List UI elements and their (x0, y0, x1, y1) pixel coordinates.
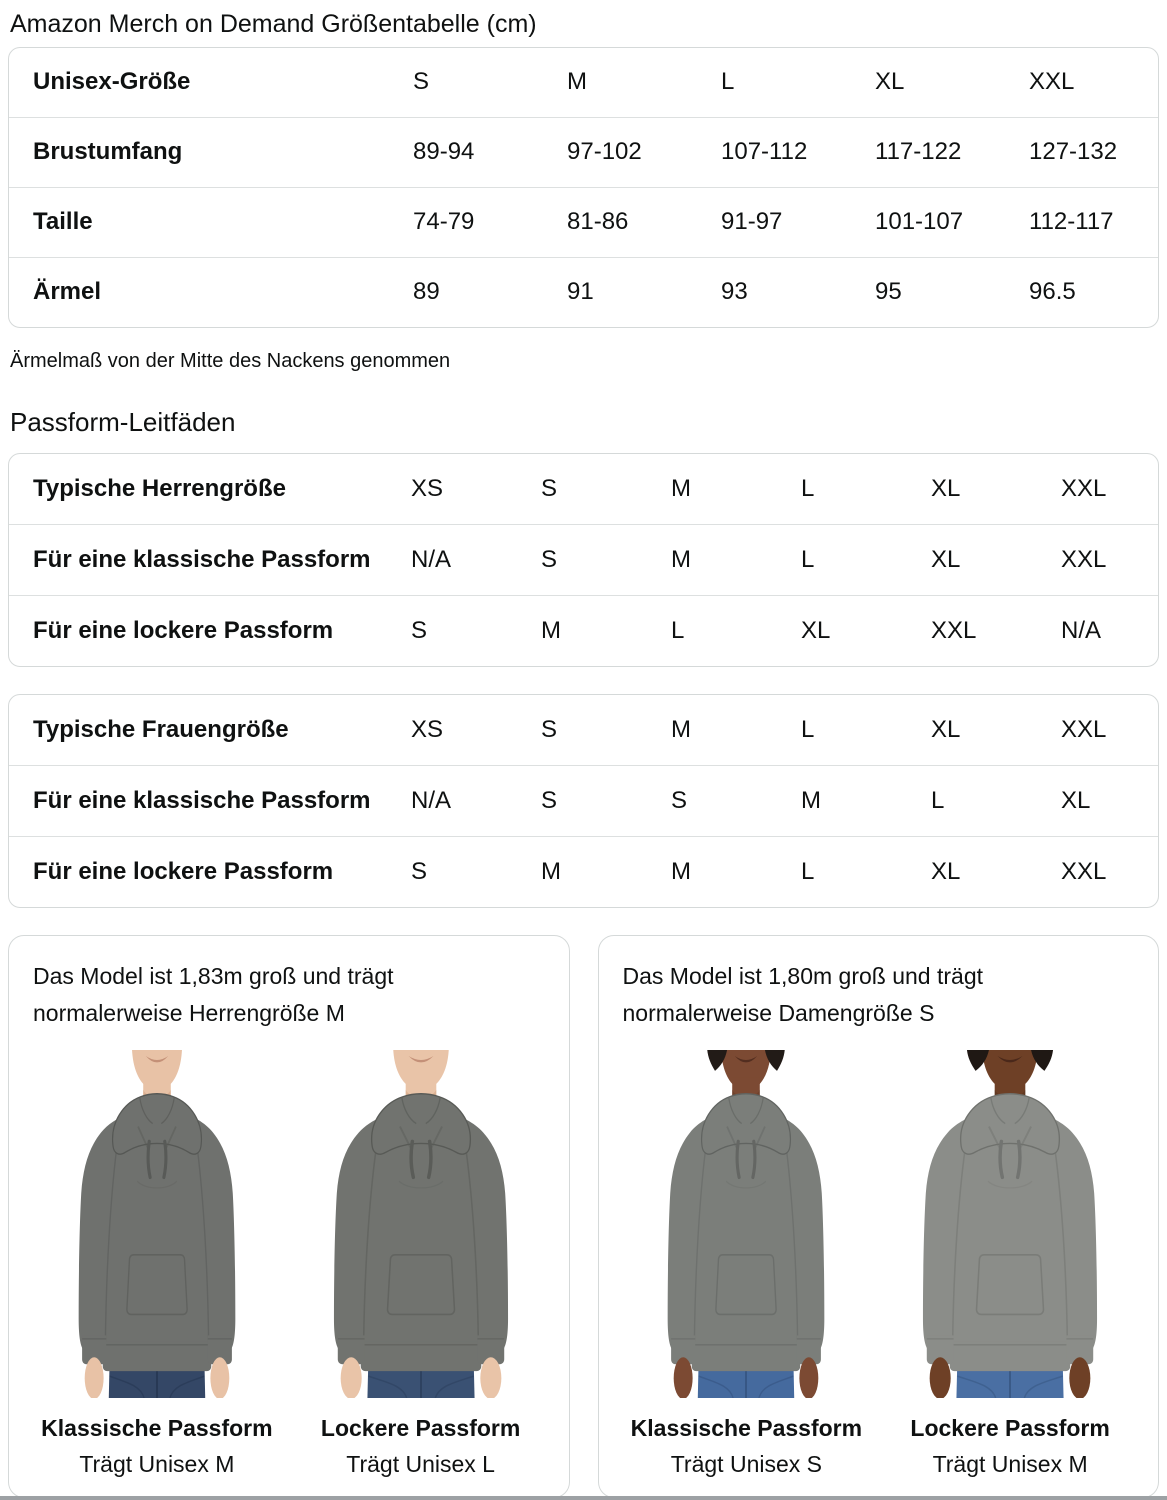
size-cell: 95 (875, 278, 902, 305)
wears-size-label: Trägt Unisex S (670, 1450, 822, 1477)
table-row (9, 117, 1158, 187)
size-cell: XL (931, 475, 961, 503)
model-cards (8, 935, 1159, 1498)
model-card-heading: Das Model ist 1,80m groß und trägt normalerweise Damengröße S (622, 963, 983, 1027)
fit-name-label: Klassische Passform (41, 1414, 273, 1441)
size-cell: L (801, 716, 815, 744)
row-label: Brustumfang (33, 138, 183, 165)
size-cell: 97-102 (567, 138, 642, 165)
figures-row (615, 1050, 1143, 1479)
row-label: Für eine klassische Passform (33, 787, 371, 815)
womens-model-card (598, 935, 1160, 1498)
size-cell: 81-86 (567, 208, 629, 235)
figure-classic-fit (25, 1050, 289, 1479)
row-label: Taille (33, 208, 93, 235)
size-cell: N/A (411, 546, 452, 574)
row-label: Unisex-Größe (33, 68, 191, 95)
hoodie-model-photo (58, 1050, 256, 1398)
size-cell: 93 (721, 278, 748, 305)
size-cell: S (413, 68, 430, 95)
row-label: Für eine lockere Passform (33, 858, 334, 886)
mens-fit-table (8, 453, 1159, 667)
size-cell: S (541, 716, 558, 744)
size-cell: XXL (1061, 546, 1107, 574)
size-cell: 101-107 (875, 208, 964, 235)
size-cell: S (411, 617, 428, 645)
table-row (9, 187, 1158, 257)
size-cell: XXL (1061, 475, 1107, 503)
size-cell: 127-132 (1029, 138, 1118, 165)
figure-classic-fit (615, 1050, 879, 1479)
fit-name-label: Lockere Passform (320, 1414, 521, 1441)
size-cell: M (671, 546, 691, 574)
size-cell: M (541, 858, 561, 886)
hoodie-model-photo (647, 1050, 845, 1398)
table-row (9, 48, 1158, 117)
table-row (9, 695, 1158, 765)
table-row (9, 524, 1158, 595)
size-cell: 117-122 (875, 138, 962, 165)
sleeve-measure-note: Ärmelmaß von der Mitte des Nackens genommen (10, 349, 451, 372)
size-cell: 96.5 (1029, 278, 1076, 305)
wears-size-label: Trägt Unisex L (346, 1450, 495, 1477)
size-cell: XL (1061, 787, 1091, 815)
size-cell: XXL (1029, 68, 1075, 95)
size-cell: XL (875, 68, 905, 95)
figures-row (25, 1050, 553, 1479)
womens-fit-table (8, 694, 1159, 908)
size-cell: XL (801, 617, 831, 645)
hoodie-model-photo (311, 1050, 531, 1398)
size-cell: 89 (413, 278, 440, 305)
page-title: Amazon Merch on Demand Größentabelle (cm) (10, 10, 537, 38)
figure-loose-fit (878, 1050, 1142, 1479)
size-cell: L (801, 475, 815, 503)
size-cell: S (541, 546, 558, 574)
section-divider (0, 1496, 1167, 1500)
size-cell: N/A (411, 787, 452, 815)
size-cell: S (411, 858, 428, 886)
table-row (9, 765, 1158, 836)
size-cell: XXL (931, 617, 977, 645)
table-row (9, 257, 1158, 327)
fit-guides-title: Passform-Leitfäden (10, 406, 236, 437)
model-card-heading: Das Model ist 1,83m groß und trägt normalerweise Herrengröße M (33, 963, 394, 1027)
size-cell: L (801, 546, 815, 574)
size-cell: M (671, 716, 691, 744)
size-cell: S (671, 787, 688, 815)
size-cell: M (671, 858, 691, 886)
hoodie-model-photo (900, 1050, 1120, 1398)
row-label: Ärmel (33, 278, 102, 305)
mens-model-card (8, 935, 570, 1498)
row-label: Typische Herrengröße (33, 475, 286, 503)
size-cell: N/A (1061, 617, 1102, 645)
size-cell: L (671, 617, 685, 645)
row-label: Typische Frauengröße (33, 716, 289, 744)
size-cell: 112-117 (1029, 208, 1114, 235)
figure-loose-fit (289, 1050, 553, 1479)
table-row (9, 454, 1158, 524)
size-cell: 107-112 (721, 138, 808, 165)
size-cell: L (801, 858, 815, 886)
table-row (9, 836, 1158, 907)
size-cell: XL (931, 546, 961, 574)
size-cell: XL (931, 858, 961, 886)
size-cell: S (541, 475, 558, 503)
size-cell: XXL (1061, 858, 1107, 886)
size-cell: 74-79 (413, 208, 475, 235)
size-cell: XS (411, 475, 444, 503)
row-label: Für eine lockere Passform (33, 617, 334, 645)
size-cell: L (721, 68, 735, 95)
row-label: Für eine klassische Passform (33, 546, 371, 574)
table-row (9, 595, 1158, 666)
size-cell: 91-97 (721, 208, 783, 235)
size-cell: 89-94 (413, 138, 475, 165)
size-cell: M (801, 787, 821, 815)
wears-size-label: Trägt Unisex M (932, 1450, 1088, 1477)
size-cell: S (541, 787, 558, 815)
wears-size-label: Trägt Unisex M (79, 1450, 235, 1477)
size-cell: XS (411, 716, 444, 744)
size-cell: M (541, 617, 561, 645)
size-cell: L (931, 787, 945, 815)
size-cell: XXL (1061, 716, 1107, 744)
size-cell: XL (931, 716, 961, 744)
size-cell: 91 (567, 278, 594, 305)
fit-name-label: Klassische Passform (630, 1414, 863, 1441)
size-cell: M (567, 68, 587, 95)
fit-name-label: Lockere Passform (910, 1414, 1110, 1441)
size-cell: M (671, 475, 691, 503)
unisex-size-table (8, 47, 1159, 328)
